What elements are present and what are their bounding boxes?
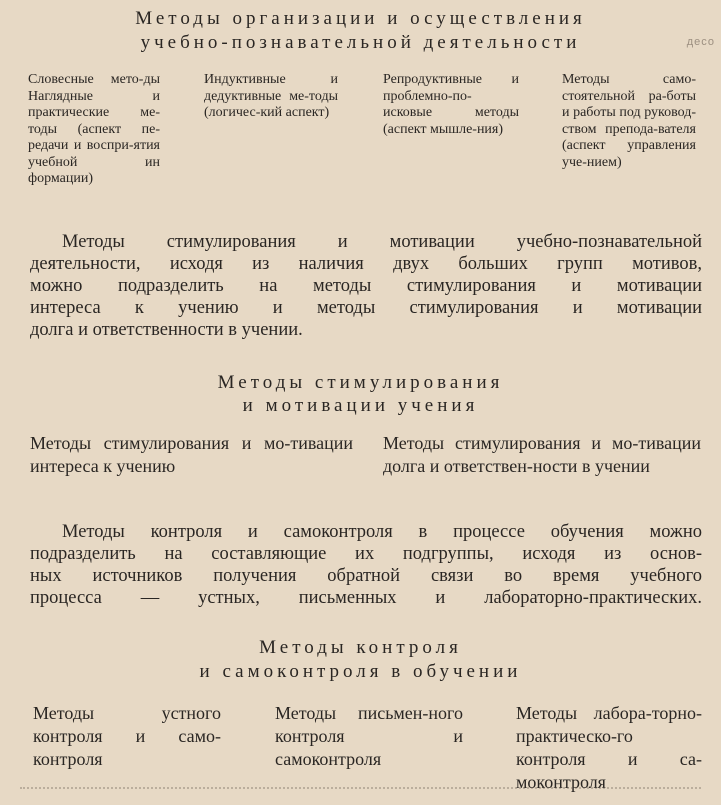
section1-column-3: Репродуктивные и проблемно-по-исковые методы (аспект мышле-ния) xyxy=(383,72,519,137)
section2-title-line2: и мотивации учения xyxy=(242,395,479,416)
section2-column-1: Методы стимулирования и мо-тивации интереса к учению xyxy=(30,433,353,476)
section3-column-1: Методы устного контроля и само-контроля xyxy=(33,703,221,769)
section3-title-line2: и самоконтроля в обучении xyxy=(199,661,522,682)
section2-title-line1: Методы стимулирования xyxy=(217,372,504,393)
section3-column-2: Методы письмен-ного контроля и самоконтроля xyxy=(275,703,463,769)
paragraph2-line: процесса — устных, письменных и лабораторно-практических. xyxy=(30,588,702,608)
paragraph-control-intro xyxy=(30,521,702,609)
paragraph-stimulation-intro xyxy=(30,231,702,341)
paragraph1-line: можно подразделить на методы стимулирования и мотивации xyxy=(30,276,702,296)
section2-column-2: Методы стимулирования и мо-тивации долга и ответствен-ности в учении xyxy=(383,433,701,476)
section1-column-4: Методы само-стоятельной ра-боты и работы под руковод-ством препода-вателя (аспект управления уче-нием) xyxy=(562,72,696,170)
section3-title-line1: Методы контроля xyxy=(259,637,462,658)
paragraph1-line: Методы стимулирования и мотивации учебно-познавательной xyxy=(62,232,702,252)
cut-off-next-line xyxy=(20,787,701,805)
section1-title-line1: Методы организации и осуществления xyxy=(135,8,586,29)
paragraph1-line: деятельности, исходя из наличия двух больших групп мотивов, xyxy=(30,254,702,274)
section1-column-2: Индуктивные и дедуктивные ме-тоды (логичес-кий аспект) xyxy=(204,72,338,120)
paragraph2-line: Методы контроля и самоконтроля в процессе обучения можно xyxy=(62,522,702,542)
corner-fragment: десо xyxy=(686,36,715,48)
paragraph1-line: долга и ответственности в учении. xyxy=(30,320,303,340)
paragraph2-line: подразделить на составляющие их подгруппы, исходя из основ- xyxy=(30,544,702,564)
paragraph1-line: интереса к учению и методы стимулирования и мотивации xyxy=(30,298,702,318)
section1-title-line2: учебно-познавательной деятельности xyxy=(140,32,581,53)
section3-column-3: Методы лабора-торно-практическо-го контроля и са-моконтроля xyxy=(516,703,702,792)
paragraph2-line: ных источников получения обратной связи во время учебного xyxy=(30,566,702,586)
section1-column-1: Словесные мето-ды Наглядные и практические ме-тоды (аспект пе-редачи и воспри-ятия учебной ин формации) xyxy=(28,72,160,186)
